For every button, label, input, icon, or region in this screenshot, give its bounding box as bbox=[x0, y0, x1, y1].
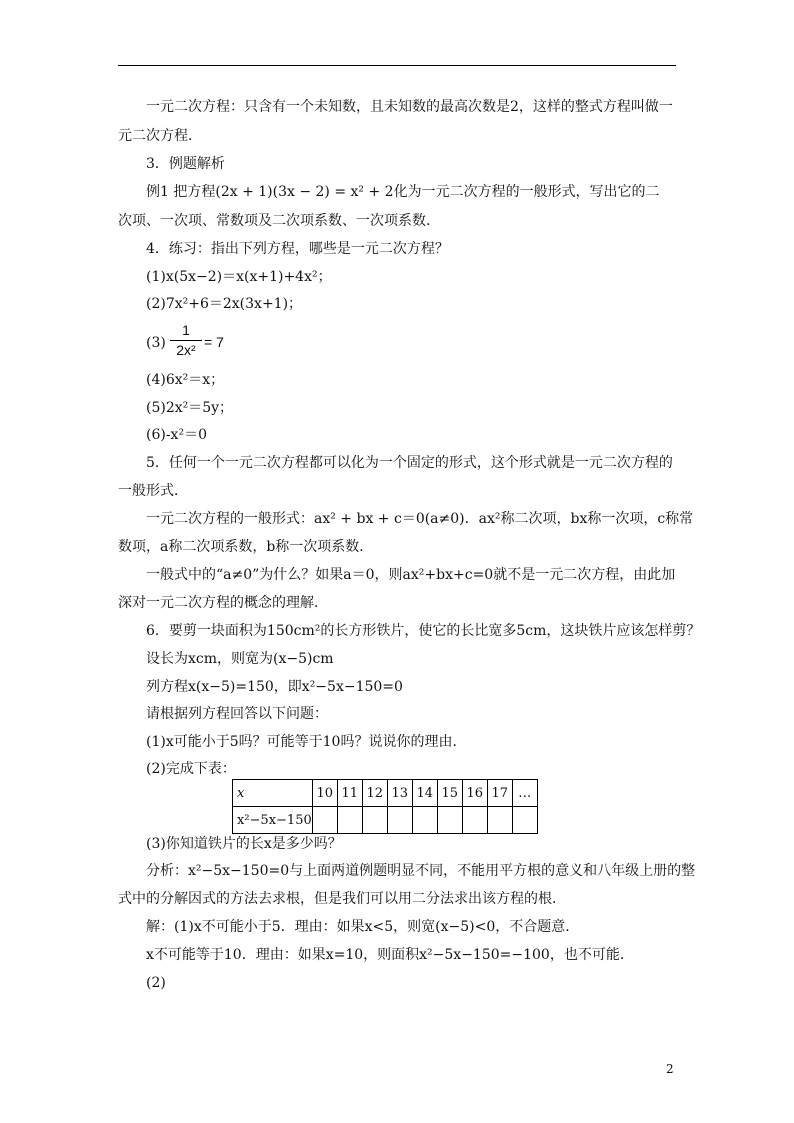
question-item: (3)你知道铁片的长x是多少吗？ bbox=[146, 836, 342, 852]
table-header-cell: x²−5x−150 bbox=[233, 807, 313, 834]
table-cell: 16 bbox=[462, 780, 487, 807]
exercise-item: (1)x(5x−2)＝x(x+1)+4x²； bbox=[146, 269, 332, 285]
table-cell: 17 bbox=[487, 780, 512, 807]
problem-line: 请根据列方程回答以下问题： bbox=[146, 706, 328, 722]
value-table bbox=[232, 779, 538, 834]
fraction-rhs: = 7 bbox=[204, 334, 224, 350]
table-cell: 12 bbox=[362, 780, 387, 807]
section-heading: 4．练习：指出下列方程，哪些是一元二次方程？ bbox=[146, 241, 449, 257]
table-cell-empty bbox=[487, 807, 512, 834]
paragraph-line: 元二次方程． bbox=[118, 128, 202, 144]
table-cell-empty bbox=[462, 807, 487, 834]
table-row bbox=[233, 807, 538, 834]
paragraph-line: 一般式中的“a≠0”为什么？如果a＝0，则ax²+bx+c=0就不是一元二次方程，由此加 bbox=[146, 567, 676, 583]
table-cell-empty bbox=[387, 807, 412, 834]
fraction-denominator: 2x² bbox=[176, 342, 196, 358]
problem-line: 设长为xcm，则宽为(x−5)cm bbox=[146, 651, 334, 667]
table-cell: 10 bbox=[312, 780, 337, 807]
table-cell-empty bbox=[312, 807, 337, 834]
analysis-line: 分析：x²−5x−150=0与上面两道例题明显不同，不能用平方根的意义和八年级上册的整 bbox=[146, 863, 696, 879]
table-cell-empty bbox=[512, 807, 537, 834]
page-number: 2 bbox=[666, 1062, 674, 1076]
table-cell: 11 bbox=[337, 780, 362, 807]
problem-line: 列方程x(x−5)=150，即x²−5x−150=0 bbox=[146, 679, 403, 695]
header-rule bbox=[118, 65, 676, 66]
example-line: 次项、一次项、常数项及二次项系数、一次项系数． bbox=[118, 213, 440, 229]
analysis-line: 式中的分解因式的方法去求根，但是我们可以用二分法求出该方程的根． bbox=[118, 891, 566, 907]
table-cell: 14 bbox=[412, 780, 437, 807]
paragraph-line: 5．任何一个一元二次方程都可以化为一个固定的形式，这个形式就是一元二次方程的 bbox=[146, 455, 673, 471]
table-cell-empty bbox=[337, 807, 362, 834]
solution-line: (2) bbox=[146, 975, 166, 991]
solution-line: 解：(1)x不可能小于5．理由：如果x<5，则宽(x−5)<0，不合题意． bbox=[146, 919, 580, 935]
paragraph-line: 一般形式． bbox=[118, 483, 188, 499]
exercise-item: (2)7x²+6＝2x(3x+1)； bbox=[146, 296, 303, 312]
paragraph-line: 数项，a称二次项系数，b称一次项系数． bbox=[118, 539, 374, 555]
fraction bbox=[170, 322, 202, 359]
fraction-bar bbox=[170, 340, 202, 341]
paragraph-line: 深对一元二次方程的概念的理解． bbox=[118, 595, 328, 611]
table-cell-empty bbox=[362, 807, 387, 834]
table-row bbox=[233, 780, 538, 807]
table-header-cell: x bbox=[233, 780, 313, 807]
exercise-item: (6)-x²＝0 bbox=[146, 427, 207, 443]
fraction-numerator: 1 bbox=[182, 322, 190, 338]
exercise-item: (4)6x²＝x； bbox=[146, 372, 225, 388]
paragraph-line: 一元二次方程：只含有一个未知数，且未知数的最高次数是2，这样的整式方程叫做一 bbox=[146, 99, 673, 115]
example-line: 例1 把方程(2x + 1)(3x − 2) = x² + 2化为一元二次方程的一般形式，写出它的二 bbox=[146, 184, 660, 200]
problem-statement: 6．要剪一块面积为150cm²的长方形铁片，使它的长比宽多5cm，这块铁片应该怎样剪？ bbox=[146, 623, 701, 639]
question-item: (2)完成下表： bbox=[146, 761, 236, 777]
table-cell: 13 bbox=[387, 780, 412, 807]
section-heading: 3．例题解析 bbox=[146, 156, 225, 172]
exercise-item: (5)2x²＝5y； bbox=[146, 400, 234, 416]
table-cell: … bbox=[512, 780, 537, 807]
solution-line: x不可能等于10．理由：如果x=10，则面积x²−5x−150=−100，也不可能． bbox=[146, 947, 634, 963]
paragraph-line: 一元二次方程的一般形式：ax² + bx + c＝0(a≠0)．ax²称二次项，bx称一次项，c称常 bbox=[146, 511, 694, 527]
question-item: (1)x可能小于5吗？可能等于10吗？说说你的理由． bbox=[146, 734, 467, 750]
table-cell-empty bbox=[437, 807, 462, 834]
table-cell-empty bbox=[412, 807, 437, 834]
exercise-item-label: (3) bbox=[146, 335, 166, 351]
table-cell: 15 bbox=[437, 780, 462, 807]
